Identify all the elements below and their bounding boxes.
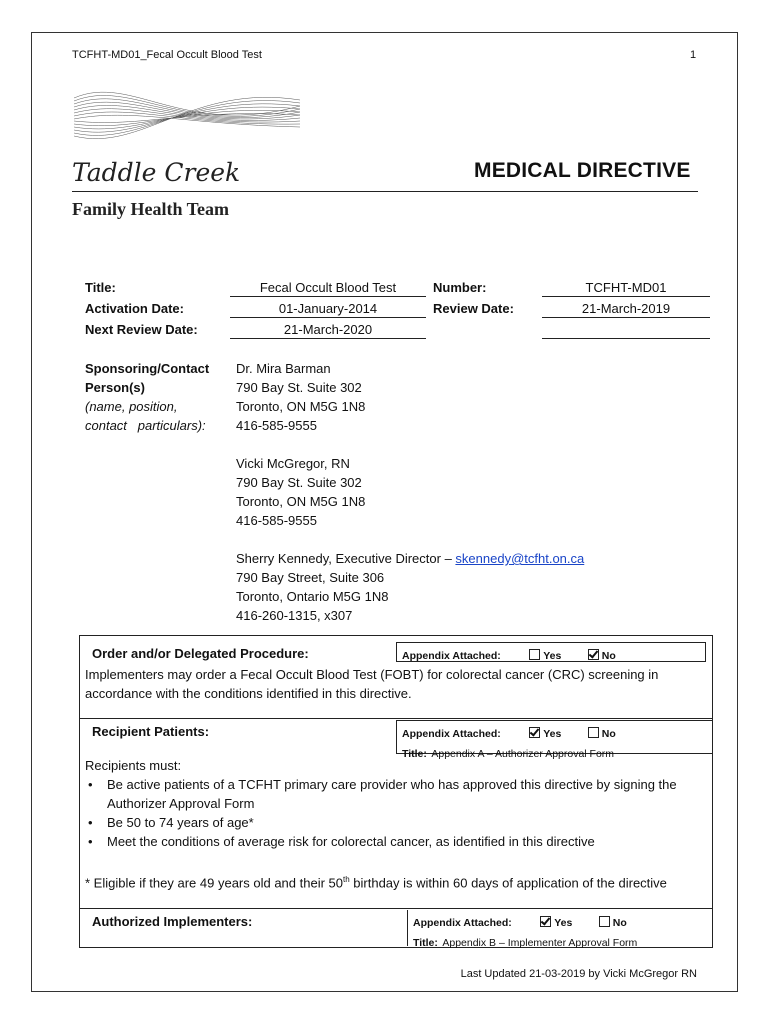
sponsoring-label	[85, 359, 235, 435]
box-top-border	[79, 635, 713, 636]
review-date-value: 21-March-2019	[542, 300, 710, 318]
eligibility-note	[85, 870, 710, 892]
contact-line: 790 Bay Street, Suite 306	[236, 570, 385, 585]
box-left-border	[79, 635, 80, 947]
appendix-label: Appendix Attached:	[413, 917, 512, 929]
recipients-body	[85, 756, 710, 892]
no-checkbox[interactable]	[599, 916, 610, 927]
yes-label: Yes	[543, 650, 562, 662]
contact-line: Toronto, ON M5G 1N8	[236, 399, 366, 414]
page-title: MEDICAL DIRECTIVE	[474, 159, 691, 182]
appendix-title-label: Title:	[413, 937, 438, 949]
section-divider	[79, 908, 713, 909]
list-item: • Be 50 to 74 years of age*	[85, 813, 710, 832]
contact-name: Sherry Kennedy, Executive Director –	[236, 551, 456, 566]
appendix-title-value: Appendix B – Implementer Approval Form	[442, 937, 638, 949]
email-link[interactable]: skennedy@tcfht.on.ca	[455, 551, 585, 566]
no-label: No	[612, 917, 627, 929]
yes-label: Yes	[554, 917, 573, 929]
wave-logo-icon	[72, 78, 302, 148]
note-superscript: th	[343, 875, 350, 884]
appendix-title-value: Appendix A – Authorizer Approval Form	[431, 748, 615, 760]
contact-line: 790 Bay St. Suite 302	[236, 380, 362, 395]
title-label: Title:	[85, 280, 116, 295]
brand-name: Taddle Creek	[72, 158, 241, 187]
sponsoring-hint-line2: contact particulars):	[85, 418, 206, 433]
contact-line: 416-585-9555	[236, 418, 317, 433]
order-body: Implementers may order a Fecal Occult Blood Test (FOBT) for colorectal cancer (CRC) screening in accordance with the conditions identified in this directive.	[85, 667, 659, 701]
list-item: • Meet the conditions of average risk for colorectal cancer, as identified in this directive	[85, 832, 710, 851]
contact-line: 790 Bay St. Suite 302	[236, 475, 362, 490]
order-appendix-box	[396, 642, 706, 662]
yes-checkbox[interactable]	[540, 916, 551, 927]
appendix-label: Appendix Attached:	[402, 728, 501, 740]
next-review-date-value: 21-March-2020	[230, 321, 426, 339]
yes-checkbox[interactable]	[529, 649, 540, 660]
contact-line: 416-260-1315, x307	[236, 608, 353, 623]
implementers-appendix-box	[407, 910, 712, 949]
appendix-title-label: Title:	[402, 748, 427, 760]
review-date-label: Review Date:	[433, 301, 514, 316]
sponsoring-label-line2: Person(s)	[85, 380, 145, 395]
contact-kennedy	[236, 549, 584, 625]
number-label: Number:	[433, 280, 487, 295]
contact-mcgregor	[236, 454, 365, 530]
next-review-date-label: Next Review Date:	[85, 322, 198, 337]
sponsoring-hint-line1: (name, position,	[85, 399, 178, 414]
note-text-b: birthday is within 60 days of application of the directive	[349, 875, 667, 891]
contact-line: 416-585-9555	[236, 513, 317, 528]
yes-checkbox[interactable]	[529, 727, 540, 738]
recipients-heading: Recipient Patients:	[92, 724, 210, 739]
no-checkbox[interactable]	[588, 649, 599, 660]
order-heading: Order and/or Delegated Procedure:	[92, 646, 309, 661]
contact-line: Vicki McGregor, RN	[236, 456, 350, 471]
recipients-intro: Recipients must:	[85, 758, 182, 773]
sponsoring-label-line1: Sponsoring/Contact	[85, 361, 210, 376]
appendix-label: Appendix Attached:	[402, 650, 501, 662]
no-label: No	[601, 728, 616, 740]
section-divider	[79, 718, 713, 719]
yes-label: Yes	[543, 728, 562, 740]
header-doc-code: TCFHT-MD01_Fecal Occult Blood Test	[72, 49, 262, 61]
title-rule	[72, 191, 698, 192]
brand-subtitle: Family Health Team	[72, 199, 229, 219]
no-checkbox[interactable]	[588, 727, 599, 738]
recipients-appendix-box	[396, 720, 712, 760]
contact-line: Toronto, ON M5G 1N8	[236, 494, 366, 509]
no-label: No	[601, 650, 616, 662]
activation-date-label: Activation Date:	[85, 301, 184, 316]
list-item: • Be active patients of a TCFHT primary care provider who has approved this directive by signing the Authorizer Approval Form	[85, 775, 710, 813]
contact-barman	[236, 359, 365, 435]
contact-line: Toronto, Ontario M5G 1N8	[236, 589, 389, 604]
contact-name-line	[236, 549, 584, 568]
contact-line: Dr. Mira Barman	[236, 361, 331, 376]
footer-last-updated: Last Updated 21-03-2019 by Vicki McGregor RN	[460, 968, 697, 980]
recipients-bullet-list	[85, 775, 710, 851]
box-right-border	[712, 635, 713, 947]
implementers-heading: Authorized Implementers:	[92, 914, 253, 929]
note-text-a: * Eligible if they are 49 years old and their 50	[85, 875, 343, 891]
title-value: Fecal Occult Blood Test	[230, 279, 426, 297]
page-number: 1	[690, 49, 697, 61]
blank-field-rule	[542, 338, 710, 339]
document-page	[31, 32, 738, 992]
number-value: TCFHT-MD01	[542, 279, 710, 297]
activation-date-value: 01-January-2014	[230, 300, 426, 318]
